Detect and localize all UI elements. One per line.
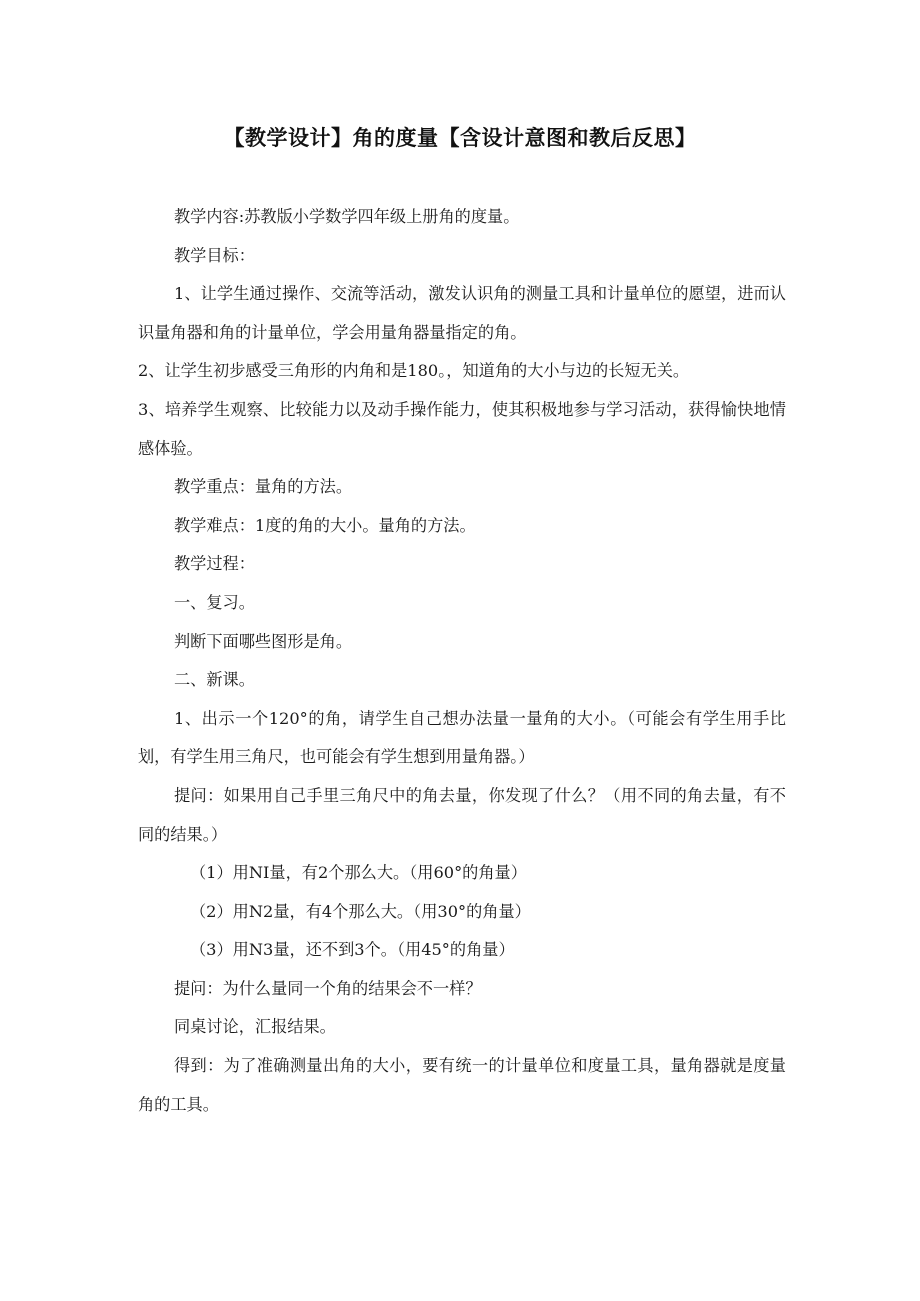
paragraph-step-1: 1、出示一个120°的角，请学生自己想办法量一量角的大小。（可能会有学生用手比划，有学生用三角尺，也可能会有学生想到用量角器。）: [138, 708, 786, 767]
paragraph-discussion: 同桌讨论，汇报结果。: [174, 1017, 336, 1037]
paragraph-conclusion: 得到：为了准确测量出角的大小，要有统一的计量单位和度量工具，量角器就是度量角的工具。: [138, 1056, 786, 1114]
paragraph-result-2: （2）用N2量，有4个那么大。（用30°的角量）: [190, 901, 531, 921]
paragraph-difficulty: 教学难点：1度的角的大小。量角的方法。: [174, 515, 476, 535]
paragraph-result-3: （3）用N3量，还不到3个。（用45°的角量）: [190, 940, 515, 960]
paragraph-review-heading: 一、复习。: [174, 592, 255, 612]
paragraph-process-heading: 教学过程：: [174, 554, 255, 574]
paragraph-goal-2: 2、让学生初步感受三角形的内角和是180。，知道角的大小与边的长短无关。: [138, 361, 690, 381]
paragraph-question-1: 提问：如果用自己手里三角尺中的角去量，你发现了什么？（用不同的角去量，有不同的结果。）: [138, 785, 786, 844]
paragraph-key-point: 教学重点：量角的方法。: [174, 477, 353, 497]
document-title: 【教学设计】角的度量【含设计意图和教后反思】: [223, 126, 697, 150]
paragraph-goal-3: 3、培养学生观察、比较能力以及动手操作能力，使其积极地参与学习活动，获得愉快地情感体验。: [138, 399, 786, 458]
paragraph-new-lesson-heading: 二、新课。: [174, 670, 255, 690]
paragraph-teaching-goals-heading: 教学目标：: [174, 245, 255, 265]
document-body: [138, 198, 786, 1124]
paragraph-question-2: 提问：为什么量同一个角的结果会不一样？: [174, 978, 482, 998]
paragraph-teaching-content: 教学内容:苏教版小学数学四年级上册角的度量。: [174, 207, 520, 226]
paragraph-goal-1: 1、让学生通过操作、交流等活动，激发认识角的测量工具和计量单位的愿望，进而认识量角器和角的计量单位，学会用量角器量指定的角。: [138, 284, 786, 342]
paragraph-result-1: （1）用NI量，有2个那么大。（用60°的角量）: [190, 863, 527, 883]
paragraph-review-task: 判断下面哪些图形是角。: [174, 631, 353, 651]
